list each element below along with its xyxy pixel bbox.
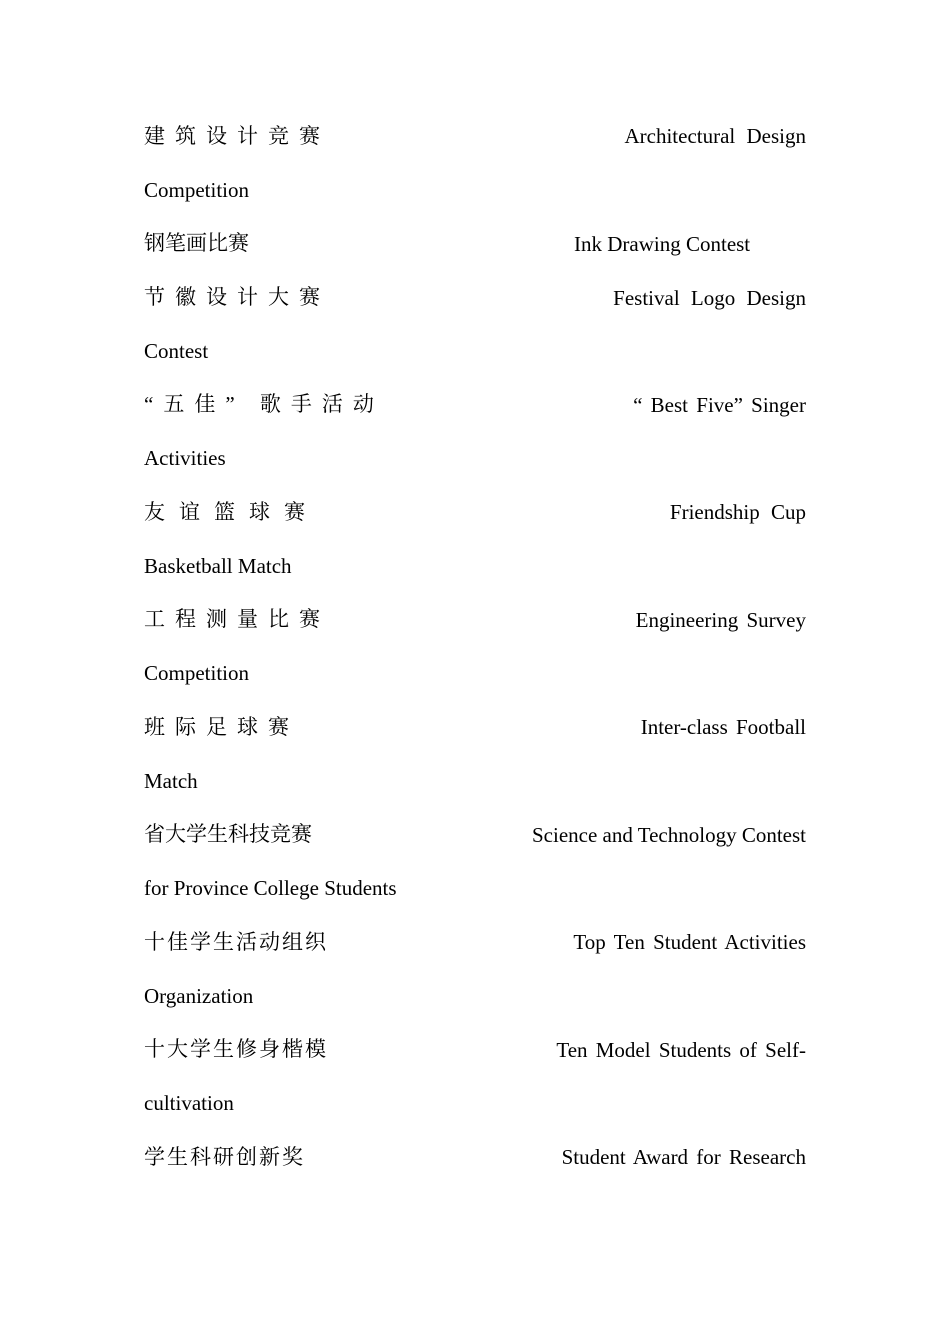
entry-zh-inter-class-football: 班际足球赛 [144, 715, 299, 739]
entry-zh-ink-drawing: 钢笔画比赛 [144, 231, 249, 255]
entry-en-continuation: Match [144, 769, 198, 793]
entry-en-continuation: Competition [144, 661, 249, 685]
entry-zh-best-five-singer: “五佳” 歌手活动 [144, 392, 384, 416]
entry-zh-model-students: 十大学生修身楷模 [144, 1037, 328, 1061]
entry-en-continuation: Contest [144, 339, 209, 363]
entry-zh-architectural-design: 建筑设计竞赛 [144, 124, 330, 148]
entry-en-continuation: Basketball Match [144, 554, 292, 578]
entry-en-architectural-design: Architectural Design [624, 124, 806, 148]
entry-zh-science-technology: 省大学生科技竞赛 [144, 822, 312, 846]
entry-en-continuation: Organization [144, 984, 254, 1008]
entry-en-model-students: Ten Model Students of Self- [556, 1038, 806, 1062]
entry-zh-top-ten-activities: 十佳学生活动组织 [144, 930, 328, 954]
entry-zh-festival-logo: 节徽设计大赛 [144, 285, 330, 309]
entry-zh-research-award: 学生科研创新奖 [144, 1145, 305, 1169]
entry-en-top-ten-activities: Top Ten Student Activities [573, 930, 806, 954]
entry-en-continuation: cultivation [144, 1091, 234, 1115]
entry-en-science-technology: Science and Technology Contest [532, 823, 806, 847]
entry-en-continuation: Competition [144, 178, 249, 202]
entry-en-continuation: Activities [144, 446, 226, 470]
entry-en-research-award: Student Award for Research [561, 1145, 806, 1169]
entry-en-festival-logo: Festival Logo Design [613, 286, 806, 310]
entry-en-ink-drawing: Ink Drawing Contest [574, 232, 751, 256]
entry-zh-engineering-survey: 工程测量比赛 [144, 607, 330, 631]
entry-en-friendship-basketball: Friendship Cup [669, 500, 806, 524]
entry-zh-friendship-basketball: 友谊篮球赛 [144, 500, 319, 524]
entry-en-best-five-singer: “ Best Five” Singer [633, 393, 806, 417]
entry-en-continuation: for Province College Students [144, 876, 397, 900]
entry-en-inter-class-football: Inter-class Football [640, 715, 806, 739]
entry-en-engineering-survey: Engineering Survey [635, 608, 806, 632]
